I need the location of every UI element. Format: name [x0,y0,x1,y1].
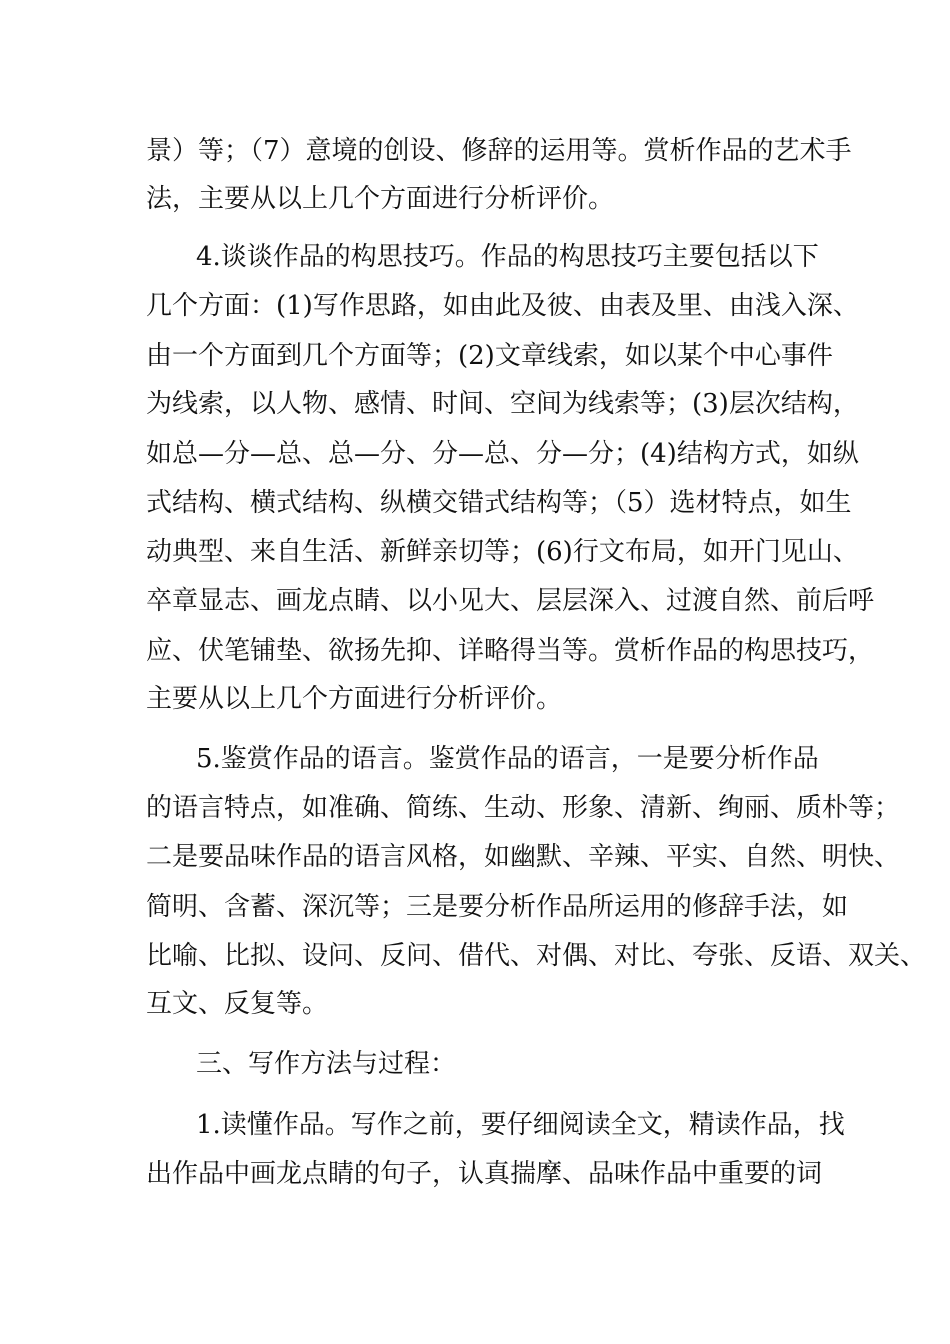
text-line: 二是要品味作品的语言风格，如幽默、辛辣、平实、自然、明快、 [146,842,901,872]
paragraph-start-line: 4.谈谈作品的构思技巧。作品的构思技巧主要包括以下 [196,242,819,272]
text-line: 简明、含蓄、深沉等；三是要分析作品所运用的修辞手法，如 [146,892,849,922]
text-line: 主要从以上几个方面进行分析评价。 [146,684,563,714]
text-line: 由一个方面到几个方面等；(2)文章线索，如以某个中心事件 [146,341,833,371]
text-line: 景）等；（7）意境的创设、修辞的运用等。赏析作品的艺术手 [146,136,852,166]
text-line: 出作品中画龙点睛的句子，认真揣摩、品味作品中重要的词 [146,1159,823,1189]
text-line: 几个方面：(1)写作思路，如由此及彼、由表及里、由浅入深、 [146,291,859,321]
text-line: 为线索，以人物、感情、时间、空间为线索等；(3)层次结构， [146,389,859,419]
text-line: 卒章显志、画龙点睛、以小见大、层层深入、过渡自然、前后呼 [146,586,875,616]
text-line: 互文、反复等。 [146,989,329,1019]
paragraph-start-line: 1.读懂作品。写作之前，要仔细阅读全文，精读作品，找 [196,1110,845,1140]
text-line: 如总—分—总、总—分、分—总、分—分；(4)结构方式，如纵 [146,439,859,469]
text-line: 的语言特点，如准确、简练、生动、形象、清新、绚丽、质朴等； [146,793,901,823]
section-heading: 三、写作方法与过程： [196,1049,457,1079]
text-line: 动典型、来自生活、新鲜亲切等；(6)行文布局，如开门见山、 [146,537,859,567]
text-line: 式结构、横式结构、纵横交错式结构等；（5）选材特点，如生 [146,488,852,518]
text-line: 比喻、比拟、设问、反问、借代、对偶、对比、夸张、反语、双关、 [146,941,927,971]
paragraph-start-line: 5.鉴赏作品的语言。鉴赏作品的语言，一是要分析作品 [196,744,819,774]
text-line: 应、伏笔铺垫、欲扬先抑、详略得当等。赏析作品的构思技巧， [146,636,875,666]
text-line: 法，主要从以上几个方面进行分析评价。 [146,184,615,214]
